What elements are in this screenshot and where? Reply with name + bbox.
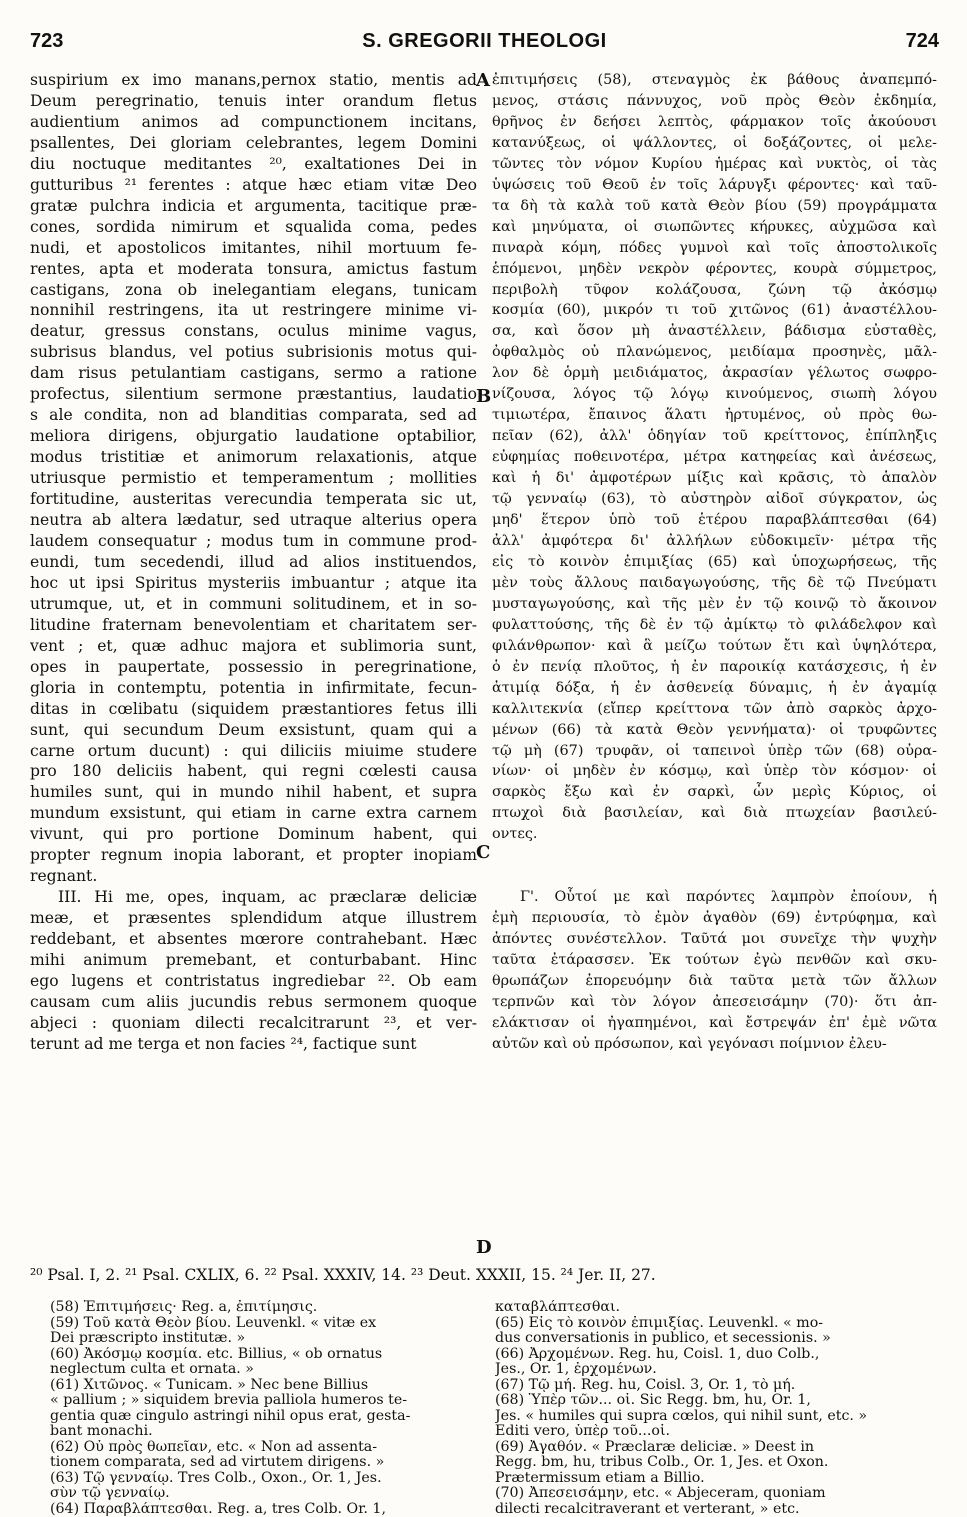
footnote-line: Dei præscripto institutæ. »: [50, 1331, 470, 1347]
latin-column: [30, 70, 477, 1055]
greek-text-line: λον δὲ ὁρμὴ μειδιάματος, ἀκρασίαν γέλωτος σωφρο-: [492, 363, 937, 384]
latin-text-line: gratæ pulchra indicia et argumenta, tacitique præ-: [30, 196, 477, 217]
latin-text-line: s ale condita, non ad blanditias comparata, sed ad: [30, 405, 477, 426]
greek-text-line: τῷ γενναίῳ (63), τὸ αὐστηρὸν αἰδοῖ σύγκρατον, ὡς: [492, 489, 937, 510]
section-marker: A: [476, 70, 490, 91]
latin-text-line: castigans, zona ob inelegantiam elegans, tunicam: [30, 280, 477, 301]
greek-text-line: μηδ' ἕτερον ὑπὸ τοῦ ἑτέρου παραβλάπτεσθαι (64): [492, 510, 937, 531]
latin-text-line: laudem consequatur ; modus tum in commune prod-: [30, 531, 477, 552]
greek-text-line: νίων· οἱ μηδὲν ἐν κόσμῳ, καὶ ὑπὲρ τὸν κόσμον· οἱ: [492, 761, 937, 782]
latin-text-line: diu noctuque meditantes ²⁰, exaltationes Dei in: [30, 154, 477, 175]
footnote-line: (61) Χιτῶνος. « Tunicam. » Nec bene Billius: [50, 1378, 470, 1394]
latin-text-line: nonnihil restringens, ita ut restringere minime vi-: [30, 300, 477, 321]
running-title: S. GREGORII THEOLOGI: [30, 30, 939, 53]
latin-text-line: dam risus petulantiam castigans, sermo a ratione: [30, 363, 477, 384]
latin-text-line: causam cum aliis jucundis rebus sermonem quoque: [30, 992, 477, 1013]
greek-text-line: καὶ μηνύματα, οἱ σιωπῶντες κήρυκες, αὐχμῶσα καὶ: [492, 217, 937, 238]
greek-text-line: μὲν τοὺς ἄλλους παιδαγωγούσης, τῆς δὲ τῷ Πνεύματι: [492, 573, 937, 594]
greek-text-line: [492, 866, 937, 887]
greek-text-line: ἀτιμίᾳ δόξα, ἡ ἐν ἀσθενείᾳ δύναμις, ἡ ἐν ἀγαμίᾳ: [492, 678, 937, 699]
greek-text-line: ἀπόντες συνέστελλον. Ταῦτά μοι συνεῖχε τὴν ψυχὴν: [492, 929, 937, 950]
latin-text-line: mundum exsistunt, qui etiam in carne extra carnem: [30, 803, 477, 824]
footnote-line: (70) Ἀπεσεισάμην, etc. « Abjeceram, quoniam: [495, 1486, 940, 1502]
greek-text-line: ὁ ἐν πενίᾳ πλοῦτος, ἡ ἐν παροικίᾳ κατάσχεσις, ἡ ἐν: [492, 657, 937, 678]
greek-text-line: καλλιτεκνία (εἴπερ κρείττονα τῶν ἀπὸ σαρκὸς ἀρχο-: [492, 699, 937, 720]
greek-text-line: τῷ μὴ (67) τρυφᾶν, οἱ ταπεινοὶ ὑπὲρ τῶν (68) οὐρα-: [492, 741, 937, 762]
latin-text-line: rentes, apta et moderata tonsura, amictus fastum: [30, 259, 477, 280]
latin-text-line: reddebant, et absentes mœrore contrahebant. Hæc: [30, 929, 477, 950]
latin-text-line: terunt ad me terga et non facies ²⁴, factique sunt: [30, 1034, 477, 1055]
footnote-line: Jes., Or. 1, ἐρχομένων.: [495, 1362, 940, 1378]
footnote-line: Jes. « humiles qui supra cœlos, qui nihil sunt, etc. »: [495, 1409, 940, 1425]
latin-text-line: sunt, qui secundum Deum exsistunt, quam qui a: [30, 720, 477, 741]
latin-text-line: utriusque permistio et temperamentum ; mollities: [30, 468, 477, 489]
greek-text-line: [492, 845, 937, 866]
greek-text-line: κοσμία (60), μικρόν τι τοῦ χιτῶνος (61) ἀναστέλλου-: [492, 300, 937, 321]
footnote-line: « pallium ; » siquidem brevia palliola humeros te-: [50, 1393, 470, 1409]
latin-text-line: vent ; et, quæ adhuc majora et sublimoria sunt,: [30, 636, 477, 657]
footnote-line: σὺν τῷ γενναίῳ.: [50, 1486, 470, 1502]
greek-text-line: ἑπόμενοι, μηδὲν νεκρὸν φέροντες, κουρὰ σύμμετρος,: [492, 259, 937, 280]
greek-text-line: θρωπάζων ἐπορευόμην διὰ ταῦτα μετὰ τῶν ἄλλων: [492, 971, 937, 992]
left-page-number: 723: [30, 30, 63, 53]
latin-text-line: Deum peregrinatio, tenuis inter orandum fletus: [30, 91, 477, 112]
section-marker: C: [476, 842, 490, 863]
latin-text-line: gloria in contemptu, potentia in infirmitate, fecun-: [30, 678, 477, 699]
footnote-line: (66) Ἀρχομένων. Reg. hu, Coisl. 1, duo Colb.,: [495, 1347, 940, 1363]
latin-text-line: litudine fraternam benevolentiam et charitatem ser-: [30, 615, 477, 636]
latin-text-line: III. Hi me, opes, inquam, ac præclaræ deliciæ: [30, 887, 477, 908]
latin-text-line: eundi, tum secedendi, illud ad alios instituendos,: [30, 552, 477, 573]
latin-text-line: meliora dirigens, objurgatio laudatione optabilior,: [30, 426, 477, 447]
latin-text-line: pro 180 deliciis habent, qui regni cœlesti causa: [30, 761, 477, 782]
footnote-line: neglectum culta et ornata. »: [50, 1362, 470, 1378]
greek-text-line: μένων (66) τὰ κατὰ Θεὸν γεννήματα)· οἱ τρυφῶντες: [492, 720, 937, 741]
greek-text-line: οντες.: [492, 824, 937, 845]
greek-text-line: πεῖαν (62), ἀλλ' ὁδηγίαν τοῦ κρείττονος, ἐπίπληξις: [492, 426, 937, 447]
footnote-line: tionem comparata, sed ad virtutem dirigens. »: [50, 1455, 470, 1471]
greek-text-line: ελάκτισαν οἱ ἠγαπημένοι, καὶ ἔστρεψάν ἐπ' ἐμὲ νῶτα: [492, 1013, 937, 1034]
latin-text-line: fortitudine, austeritas verecundia temperata sic ut,: [30, 489, 477, 510]
footnote-line: καταβλάπτεσθαι.: [495, 1300, 940, 1316]
footnote-line: dus conversationis in publico, et secessionis. »: [495, 1331, 940, 1347]
greek-text-line: σα, καὶ ὅσον μὴ ἀναστέλλειν, βάδισμα εὐσταθὲς,: [492, 321, 937, 342]
latin-text-line: profectus, silentium sermone præstantius, laudatio: [30, 384, 477, 405]
latin-text-line: suspirium ex imo manans,pernox statio, mentis ad: [30, 70, 477, 91]
footnote-line: Prætermissum etiam a Billio.: [495, 1471, 940, 1487]
section-marker: D: [476, 1237, 492, 1258]
greek-text-line: ταῦτα ἐτάρασσεν. Ἐκ τούτων ἐγὼ πενθῶν καὶ σκυ-: [492, 950, 937, 971]
latin-text-line: humiles sunt, qui in mundo nihil habent, et supra: [30, 782, 477, 803]
scripture-references: ²⁰ Psal. I, 2. ²¹ Psal. CXLIX, 6. ²² Psal. XXXIV, 14. ²³ Deut. XXXII, 15. ²⁴ Jer. II, 27.: [30, 1266, 938, 1284]
latin-text-line: abjeci : quoniam dilecti recalcitrarunt ²³, et ver-: [30, 1013, 477, 1034]
greek-text-line: τα δὴ τὰ καλὰ τοῦ κατὰ Θεὸν βίου (59) προγράμματα: [492, 196, 937, 217]
greek-text-line: κατανύξεως, οἱ ψάλλοντες, οἱ δοξάζοντες, οἱ μελε-: [492, 133, 937, 154]
greek-text-line: εὐφημίας ποθεινοτέρα, μέτρα κατηφείας καὶ ἀνέσεως,: [492, 447, 937, 468]
greek-text-line: πιναρὰ κόμη, πόδες γυμνοὶ καὶ τοῖς ἀποστολικοῖς: [492, 238, 937, 259]
greek-text-line: ἐμὴ περιουσία, τὸ ἐμὸν ἀγαθὸν (69) ἐντρύφημα, καὶ: [492, 908, 937, 929]
latin-text-line: audientium animos ad compunctionem incitans,: [30, 112, 477, 133]
greek-text-line: φιλάνθρωπον· καὶ ἃ μείζω τούτων ἔτι καὶ ὑψηλότερα,: [492, 636, 937, 657]
greek-text-line: Γ'. Οὗτοί με καὶ παρόντες λαμπρὸν ἐποίουν, ἡ: [492, 887, 937, 908]
footnote-line: (62) Οὐ πρὸς θωπεῖαν, etc. « Non ad assenta-: [50, 1440, 470, 1456]
greek-text-line: ἀλλ' ἀμφότερα δι' ἀλλήλων εὐδοκιμεῖν· μέτρα τῆς: [492, 531, 937, 552]
page-header: [30, 30, 939, 60]
footnotes-right: [495, 1300, 940, 1517]
greek-text-line: εἰς τὸ κοινὸν ἐπιμιξίας (65) καὶ ὑποχωρήσεως, τῆς: [492, 552, 937, 573]
footnote-line: Regg. bm, hu, tribus Colb., Or. 1, Jes. et Oxon.: [495, 1455, 940, 1471]
footnotes-left: [50, 1300, 470, 1517]
latin-text-line: ego lugens et contristatus ingrediebar ²². Ob eam: [30, 971, 477, 992]
latin-text-line: utrumque, ut, et in communi solitudinem, et in so-: [30, 594, 477, 615]
greek-text-line: σαρκὸς ἔξω καὶ ἐν σαρκὶ, ὧν μερὶς Κύριος, οἱ: [492, 782, 937, 803]
footnote-line: (67) Τῷ μή. Reg. hu, Coisl. 3, Or. 1, τὸ μή.: [495, 1378, 940, 1394]
greek-text-line: φυλαττούσης, τῆς δὲ ἐν τῷ ἀμίκτῳ τὸ φιλάδελφον καὶ: [492, 615, 937, 636]
greek-text-line: καὶ ἡ δι' ἀμφοτέρων μίξις καὶ κρᾶσις, τὸ ἁπαλὸν: [492, 468, 937, 489]
latin-text-line: vivunt, qui pro portione Dominum habent, qui: [30, 824, 477, 845]
latin-text-line: cones, sordida nimirum et squalida coma, pedes: [30, 217, 477, 238]
greek-text-line: περιβολὴ τῦφον κολάζουσα, ζώνη τῷ ἀκόσμῳ: [492, 280, 937, 301]
greek-text-line: μενος, στάσις πάννυχος, νοῦ πρὸς Θεὸν ἐκδημία,: [492, 91, 937, 112]
greek-text-line: αὐτῶν καὶ οὐ πρόσωπον, καὶ γεγόνασι ποίμνιον ἐλευ-: [492, 1034, 937, 1055]
latin-text-line: neutra ab altera lædatur, sed utraque alterius opera: [30, 510, 477, 531]
footnote-line: (58) Ἐπιτιμήσεις· Reg. a, ἐπιτίμησις.: [50, 1300, 470, 1316]
greek-text-line: τερπνῶν καὶ τὸν λόγον ἀπεσεισάμην (70)· ὅτι ἀπ-: [492, 992, 937, 1013]
latin-text-line: carne ortum ducunt) : qui diliciis miuime studere: [30, 741, 477, 762]
latin-text-line: subrisus blandus, vel potius subrisionis motus qui-: [30, 342, 477, 363]
greek-text-line: νίζουσα, λόγος τῷ λόγῳ κινούμενος, σιωπὴ λόγου: [492, 384, 937, 405]
footnote-line: (64) Παραβλάπτεσθαι. Reg. a, tres Colb. Or. 1,: [50, 1502, 470, 1517]
footnote-line: gentia quæ cingulo astringi nihil opus erat, gesta-: [50, 1409, 470, 1425]
greek-text-line: θρῆνος ἐν δεήσει λεπτὸς, φάρμακον τοῖς ἀκούουσι: [492, 112, 937, 133]
latin-text-line: regnant.: [30, 866, 477, 887]
latin-text-line: ditas in cœlibatu (siquidem præstantiores fetus illi: [30, 699, 477, 720]
greek-text-line: πτωχοὶ διὰ βασιλείαν, καὶ διὰ πτωχείαν βασιλεύ-: [492, 803, 937, 824]
section-marker: B: [476, 386, 491, 407]
footnote-line: (65) Εἰς τὸ κοινὸν ἐπιμιξίας. Leuvenkl. « mo-: [495, 1316, 940, 1332]
footnote-line: (69) Ἀγαθόν. « Præclaræ deliciæ. » Deest in: [495, 1440, 940, 1456]
footnote-line: (68) Ὑπὲρ τῶν... οἱ. Sic Regg. bm, hu, Or. 1,: [495, 1393, 940, 1409]
greek-text-line: ὑψώσεις τοῦ Θεοῦ ἐν τοῖς λάρυγξι φέροντες· καὶ ταῦ-: [492, 175, 937, 196]
latin-text-line: psallentes, Dei gloriam celebrantes, legem Domini: [30, 133, 477, 154]
greek-text-line: τιμιωτέρα, ἔπαινος ἅλατι ἠρτυμένος, οὐ πρὸς θω-: [492, 405, 937, 426]
footnote-line: (63) Τῷ γενναίῳ. Tres Colb., Oxon., Or. 1, Jes.: [50, 1471, 470, 1487]
footnote-line: (59) Τοῦ κατὰ Θεὸν βίου. Leuvenkl. « vitæ ex: [50, 1316, 470, 1332]
latin-text-line: modus tristitiæ et animorum relaxationis, atque: [30, 447, 477, 468]
greek-text-line: ὀφθαλμὸς οὐ πλανώμενος, μειδίαμα προσηνὲς, μᾶλ-: [492, 342, 937, 363]
latin-text-line: deatur, gressus constans, oculus minime vagus,: [30, 321, 477, 342]
footnote-line: Editi vero, ὑπὲρ τοῦ...οἱ.: [495, 1424, 940, 1440]
right-page-number: 724: [906, 30, 939, 53]
latin-text-line: mihi animum premebant, et conturbabant. Hinc: [30, 950, 477, 971]
greek-text-line: μυσταγωγούσης, καὶ τῆς μὲν ἐν τῷ κοινῷ τὸ ἄκοινον: [492, 594, 937, 615]
latin-text-line: gutturibus ²¹ ferentes : atque hæc etiam vitæ Deo: [30, 175, 477, 196]
footnote-line: (60) Ἀκόσμῳ κοσμία. etc. Billius, « ob ornatus: [50, 1347, 470, 1363]
greek-text-line: ἐπιτιμήσεις (58), στεναγμὸς ἐκ βάθους ἀναπεμπό-: [492, 70, 937, 91]
latin-text-line: meæ, et præsentes splendidum atque illustrem: [30, 908, 477, 929]
latin-text-line: hoc ut ipsi Spiritus mysteriis imbuantur ; atque ita: [30, 573, 477, 594]
greek-column: [492, 70, 937, 1055]
greek-text-line: τῶντες τὸν νόμον Κυρίου ἡμέρας καὶ νυκτὸς, οἱ τὰς: [492, 154, 937, 175]
latin-text-line: nudi, et apostolicos imitantes, nihil mortuum fe-: [30, 238, 477, 259]
footnote-line: bant monachi.: [50, 1424, 470, 1440]
latin-text-line: opes in paupertate, possessio in peregrinatione,: [30, 657, 477, 678]
footnote-line: dilecti recalcitraverant et verterant, » etc.: [495, 1502, 940, 1517]
latin-text-line: propter regnum inopia laborant, et propter inopiam: [30, 845, 477, 866]
